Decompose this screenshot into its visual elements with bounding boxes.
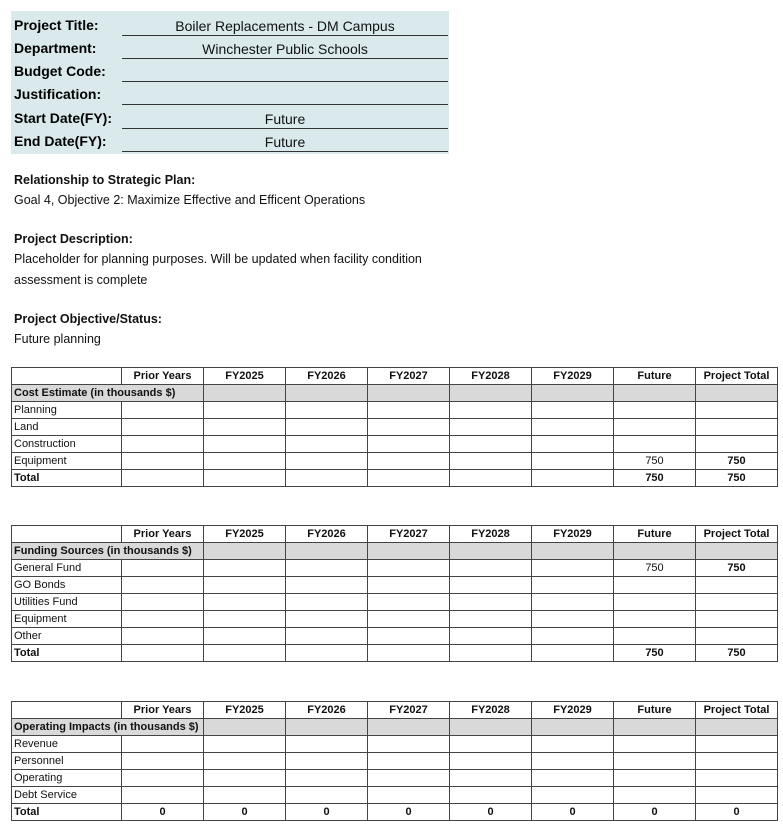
column-header: FY2028 (450, 526, 532, 543)
value-cell (696, 436, 778, 453)
value-cell (368, 402, 450, 419)
value-cell (696, 628, 778, 645)
value-cell (368, 645, 450, 662)
section-fill-cell (450, 543, 532, 560)
value-cell: 750 (614, 560, 696, 577)
justification-row (11, 82, 449, 105)
row-label: Construction (12, 436, 122, 453)
column-header: FY2025 (204, 702, 286, 719)
value-cell (368, 628, 450, 645)
value-cell (532, 453, 614, 470)
column-header-row (12, 368, 778, 385)
end-date-value: Future (122, 129, 448, 152)
value-cell (204, 470, 286, 487)
table-row (12, 577, 778, 594)
value-cell (450, 402, 532, 419)
project-info-box (11, 11, 449, 154)
table-row (12, 611, 778, 628)
value-cell (286, 594, 368, 611)
section-fill-cell (286, 543, 368, 560)
value-cell (286, 628, 368, 645)
table-row (12, 560, 778, 577)
start-date-row (11, 106, 449, 129)
section-fill-cell (286, 385, 368, 402)
value-cell (450, 560, 532, 577)
value-cell (532, 470, 614, 487)
column-header-row (12, 526, 778, 543)
value-cell (532, 611, 614, 628)
value-cell: 0 (614, 804, 696, 821)
section-fill-cell (204, 543, 286, 560)
section-fill-cell (450, 385, 532, 402)
row-label: General Fund (12, 560, 122, 577)
value-cell (450, 453, 532, 470)
value-cell (696, 736, 778, 753)
value-cell: 0 (122, 804, 204, 821)
value-cell (122, 736, 204, 753)
department-row (11, 36, 449, 59)
value-cell: 750 (614, 645, 696, 662)
value-cell (450, 736, 532, 753)
row-label: Equipment (12, 611, 122, 628)
value-cell (286, 560, 368, 577)
value-cell (614, 787, 696, 804)
value-cell (286, 753, 368, 770)
value-cell (696, 770, 778, 787)
operating-impacts-table (11, 701, 778, 821)
value-cell (532, 560, 614, 577)
project-title-label: Project Title: (14, 17, 99, 33)
value-cell (122, 628, 204, 645)
value-cell (286, 402, 368, 419)
value-cell (614, 736, 696, 753)
value-cell (204, 611, 286, 628)
value-cell (286, 577, 368, 594)
value-cell (532, 594, 614, 611)
value-cell: 0 (696, 804, 778, 821)
column-header: Prior Years (122, 368, 204, 385)
section-label: Cost Estimate (in thousands $) (12, 385, 204, 402)
column-header: FY2027 (368, 368, 450, 385)
section-fill-cell (696, 719, 778, 736)
value-cell (696, 753, 778, 770)
start-date-label: Start Date(FY): (14, 110, 113, 126)
table-row (12, 402, 778, 419)
column-header: FY2027 (368, 526, 450, 543)
project-description-text: Placeholder for planning purposes. Will be updated when facility condition assessment is complete (14, 252, 422, 287)
section-fill-cell (532, 719, 614, 736)
value-cell (450, 753, 532, 770)
table-row (12, 628, 778, 645)
value-cell (368, 770, 450, 787)
value-cell (450, 419, 532, 436)
value-cell: 0 (204, 804, 286, 821)
row-label: Total (12, 470, 122, 487)
row-label: Debt Service (12, 787, 122, 804)
value-cell (532, 577, 614, 594)
section-header-row (12, 719, 778, 736)
column-header: FY2029 (532, 526, 614, 543)
section-fill-cell (368, 543, 450, 560)
column-header: Project Total (696, 702, 778, 719)
value-cell (122, 594, 204, 611)
value-cell (204, 402, 286, 419)
value-cell (696, 594, 778, 611)
value-cell (614, 402, 696, 419)
total-row (12, 645, 778, 662)
value-cell (532, 436, 614, 453)
total-row (12, 470, 778, 487)
value-cell (696, 577, 778, 594)
value-cell: 750 (696, 645, 778, 662)
value-cell (204, 645, 286, 662)
value-cell (614, 753, 696, 770)
value-cell (122, 611, 204, 628)
justification-value (122, 82, 448, 105)
value-cell (204, 419, 286, 436)
value-cell (368, 753, 450, 770)
header-blank-cell (12, 702, 122, 719)
value-cell (450, 594, 532, 611)
budget-code-label: Budget Code: (14, 63, 106, 79)
value-cell (204, 436, 286, 453)
cost-estimate-table (11, 367, 778, 487)
value-cell (368, 453, 450, 470)
column-header: FY2028 (450, 702, 532, 719)
section-fill-cell (204, 719, 286, 736)
value-cell (532, 628, 614, 645)
row-label: GO Bonds (12, 577, 122, 594)
table-row (12, 419, 778, 436)
end-date-label: End Date(FY): (14, 133, 107, 149)
value-cell (450, 645, 532, 662)
value-cell (614, 628, 696, 645)
value-cell: 0 (286, 804, 368, 821)
value-cell (204, 787, 286, 804)
column-header: Future (614, 368, 696, 385)
column-header: FY2028 (450, 368, 532, 385)
row-label: Total (12, 645, 122, 662)
column-header: FY2029 (532, 702, 614, 719)
column-header: FY2027 (368, 702, 450, 719)
value-cell (532, 787, 614, 804)
table-row (12, 453, 778, 470)
project-title-row (11, 13, 449, 36)
value-cell: 750 (696, 453, 778, 470)
value-cell (450, 628, 532, 645)
end-date-row (11, 129, 449, 152)
project-objective-text: Future planning (14, 332, 101, 346)
value-cell (450, 470, 532, 487)
column-header: Project Total (696, 368, 778, 385)
value-cell (204, 560, 286, 577)
project-objective-heading: Project Objective/Status: (14, 312, 162, 326)
project-title-value: Boiler Replacements - DM Campus (122, 13, 448, 36)
value-cell (696, 402, 778, 419)
value-cell (368, 436, 450, 453)
header-blank-cell (12, 526, 122, 543)
row-label: Personnel (12, 753, 122, 770)
value-cell (122, 560, 204, 577)
value-cell: 750 (614, 453, 696, 470)
funding-sources-table (11, 525, 778, 662)
column-header: Prior Years (122, 526, 204, 543)
value-cell: 0 (368, 804, 450, 821)
section-label: Operating Impacts (in thousands $) (12, 719, 204, 736)
value-cell (122, 753, 204, 770)
value-cell (286, 436, 368, 453)
section-fill-cell (450, 719, 532, 736)
row-label: Other (12, 628, 122, 645)
value-cell (368, 611, 450, 628)
value-cell (614, 770, 696, 787)
strategic-plan-text: Goal 4, Objective 2: Maximize Effective and Efficent Operations (14, 193, 366, 207)
value-cell (122, 453, 204, 470)
value-cell (368, 470, 450, 487)
department-label: Department: (14, 40, 97, 56)
value-cell: 750 (614, 470, 696, 487)
value-cell (532, 402, 614, 419)
value-cell (450, 577, 532, 594)
value-cell (286, 736, 368, 753)
value-cell (614, 611, 696, 628)
section-header-row (12, 543, 778, 560)
value-cell (532, 736, 614, 753)
value-cell (204, 628, 286, 645)
column-header: FY2026 (286, 526, 368, 543)
section-fill-cell (614, 543, 696, 560)
value-cell (368, 577, 450, 594)
value-cell (368, 736, 450, 753)
column-header: FY2026 (286, 702, 368, 719)
row-label: Planning (12, 402, 122, 419)
justification-label: Justification: (14, 86, 102, 102)
value-cell (532, 753, 614, 770)
value-cell (532, 770, 614, 787)
row-label: Equipment (12, 453, 122, 470)
value-cell (286, 470, 368, 487)
row-label: Total (12, 804, 122, 821)
budget-code-row (11, 59, 449, 82)
total-row (12, 804, 778, 821)
value-cell (450, 787, 532, 804)
value-cell (614, 594, 696, 611)
section-fill-cell (368, 719, 450, 736)
section-label: Funding Sources (in thousands $) (12, 543, 204, 560)
value-cell (204, 453, 286, 470)
row-label: Land (12, 419, 122, 436)
section-fill-cell (614, 719, 696, 736)
section-fill-cell (204, 385, 286, 402)
department-value: Winchester Public Schools (122, 36, 448, 59)
value-cell (204, 594, 286, 611)
value-cell (204, 753, 286, 770)
column-header: FY2029 (532, 368, 614, 385)
column-header: FY2025 (204, 526, 286, 543)
value-cell (204, 736, 286, 753)
section-header-row (12, 385, 778, 402)
value-cell (614, 436, 696, 453)
table-row (12, 436, 778, 453)
section-fill-cell (532, 385, 614, 402)
column-header: Prior Years (122, 702, 204, 719)
value-cell (122, 436, 204, 453)
value-cell (204, 770, 286, 787)
value-cell (122, 787, 204, 804)
value-cell (368, 419, 450, 436)
value-cell (696, 611, 778, 628)
value-cell: 0 (532, 804, 614, 821)
table-row (12, 594, 778, 611)
column-header: FY2025 (204, 368, 286, 385)
value-cell (122, 419, 204, 436)
value-cell (286, 419, 368, 436)
value-cell (696, 787, 778, 804)
table-row (12, 736, 778, 753)
value-cell (614, 577, 696, 594)
value-cell (122, 577, 204, 594)
value-cell (286, 645, 368, 662)
section-fill-cell (286, 719, 368, 736)
value-cell (532, 419, 614, 436)
value-cell: 750 (696, 560, 778, 577)
section-fill-cell (696, 385, 778, 402)
project-description-heading: Project Description: (14, 232, 133, 246)
section-fill-cell (368, 385, 450, 402)
row-label: Utilities Fund (12, 594, 122, 611)
value-cell (368, 594, 450, 611)
column-header: Project Total (696, 526, 778, 543)
value-cell (696, 419, 778, 436)
value-cell: 0 (450, 804, 532, 821)
value-cell (450, 611, 532, 628)
column-header: FY2026 (286, 368, 368, 385)
row-label: Operating (12, 770, 122, 787)
budget-code-value (122, 59, 448, 82)
value-cell (286, 453, 368, 470)
value-cell (122, 470, 204, 487)
value-cell (122, 645, 204, 662)
value-cell (450, 436, 532, 453)
value-cell (368, 560, 450, 577)
value-cell (614, 419, 696, 436)
section-fill-cell (696, 543, 778, 560)
value-cell (368, 787, 450, 804)
table-row (12, 787, 778, 804)
value-cell (122, 770, 204, 787)
value-cell (450, 770, 532, 787)
value-cell (204, 577, 286, 594)
strategic-plan-heading: Relationship to Strategic Plan: (14, 173, 196, 187)
column-header: Future (614, 702, 696, 719)
section-fill-cell (614, 385, 696, 402)
column-header: Future (614, 526, 696, 543)
value-cell (286, 770, 368, 787)
value-cell (122, 402, 204, 419)
value-cell (286, 611, 368, 628)
header-blank-cell (12, 368, 122, 385)
start-date-value: Future (122, 106, 448, 129)
value-cell (286, 787, 368, 804)
table-row (12, 753, 778, 770)
section-fill-cell (532, 543, 614, 560)
value-cell: 750 (696, 470, 778, 487)
value-cell (532, 645, 614, 662)
column-header-row (12, 702, 778, 719)
table-row (12, 770, 778, 787)
row-label: Revenue (12, 736, 122, 753)
